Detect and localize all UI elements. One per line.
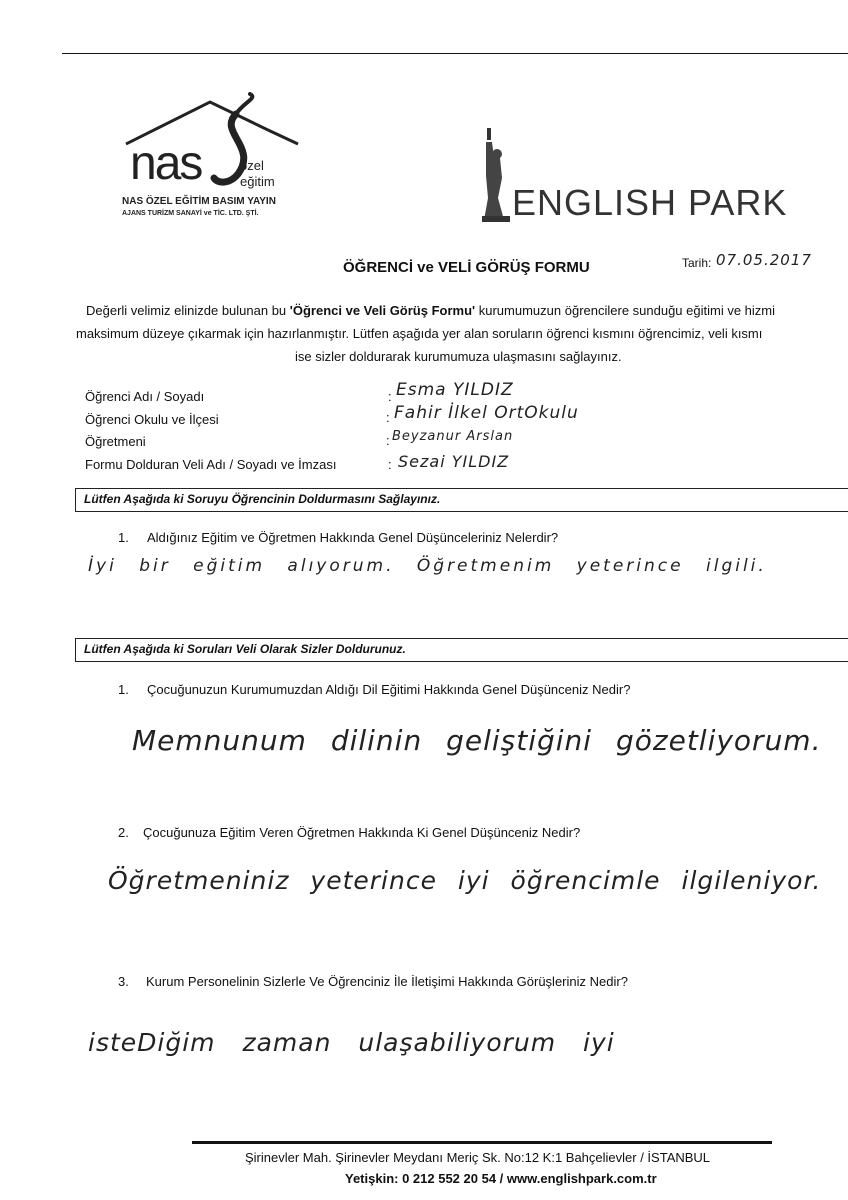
field-label-student-name: Öğrenci Adı / Soyadı — [85, 389, 205, 404]
field-colon-4: : — [388, 457, 392, 472]
intro-line1-bold: 'Öğrenci ve Veli Görüş Formu' — [289, 303, 476, 318]
field-value-school: Fahir İlkel OrtOkulu — [394, 403, 579, 423]
student-a1: İyi bir eğitim alıyorum. Öğretmenim yeterince ilgili. — [88, 556, 767, 576]
intro-line1-post: kurumumuzun öğrencilere sunduğu eğitimi ve hizmi — [475, 303, 776, 318]
nas-egitim: eğitim — [240, 174, 275, 189]
footer-address: Şirinevler Mah. Şirinevler Meydanı Meriç Sk. No:12 K:1 Bahçelievler / İSTANBUL — [245, 1150, 711, 1165]
parent-q3-num: 3. — [118, 974, 129, 989]
intro-line1 — [86, 303, 775, 318]
date-value: 07.05.2017 — [716, 251, 812, 269]
field-colon-3: : — [386, 433, 390, 448]
english-park-text: ENGLISH PARK — [512, 182, 788, 223]
nas-logo — [118, 92, 318, 232]
parent-a1: Memnunum dilinin geliştiğini gözetliyorum. — [132, 724, 822, 757]
parent-q2-text: Çocuğunuza Eğitim Veren Öğretmen Hakkında Ki Genel Düşünceniz Nedir? — [143, 825, 581, 840]
field-value-parent: Sezai YILDIZ — [398, 452, 510, 471]
parent-section-header — [75, 638, 848, 662]
intro-line1-pre: Değerli velimiz elinizde bulunan bu — [86, 303, 290, 318]
field-value-teacher: Beyzanur Arslan — [392, 429, 514, 444]
student-section-header — [75, 488, 848, 512]
intro-line2: maksimum düzeye çıkarmak için hazırlanmıştır. Lütfen aşağıda yer alan soruların öğrenci kısmını öğrencimiz, veli kısmı — [76, 326, 763, 341]
nas-ozel: özel — [240, 158, 264, 173]
parent-q1-text: Çocuğunuzun Kurumumuzdan Aldığı Dil Eğitimi Hakkında Genel Düşünceniz Nedir? — [147, 682, 631, 697]
footer-contact: Yetişkin: 0 212 552 20 54 / www.englishpark.com.tr — [345, 1171, 657, 1186]
field-value-student-name: Esma YILDIZ — [396, 380, 514, 400]
student-q1-num: 1. — [118, 530, 129, 545]
field-label-school: Öğrenci Okulu ve İlçesi — [85, 412, 219, 427]
parent-a2: Öğretmeniniz yeterince iyi öğrencimle ilgileniyor. — [108, 866, 822, 895]
top-rule — [62, 53, 848, 54]
form-title: ÖĞRENCİ ve VELİ GÖRÜŞ FORMU — [343, 259, 590, 276]
parent-section-header-text: Lütfen Aşağıda ki Soruları Veli Olarak Sizler Doldurunuz. — [84, 642, 406, 656]
parent-q1-num: 1. — [118, 682, 129, 697]
nas-line1: NAS ÖZEL EĞİTİM BASIM YAYIN — [122, 196, 276, 207]
student-section-header-text: Lütfen Aşağıda ki Soruyu Öğrencinin Doldurmasını Sağlayınız. — [84, 492, 441, 506]
english-park-logo — [478, 128, 818, 224]
field-label-teacher: Öğretmeni — [85, 434, 146, 449]
field-label-parent: Formu Dolduran Veli Adı / Soyadı ve İmzası — [85, 457, 337, 472]
field-colon-1: : — [388, 389, 392, 404]
parent-q2-num: 2. — [118, 825, 129, 840]
parent-q3-text: Kurum Personelinin Sizlerle Ve Öğrenciniz İle İletişimi Hakkında Görüşleriniz Nedir? — [146, 974, 628, 989]
nas-brand: nas — [130, 137, 202, 190]
date-label: Tarih: — [682, 256, 712, 270]
footer-rule — [192, 1141, 772, 1144]
parent-a3: isteDiğim zaman ulaşabiliyorum iyi — [88, 1028, 615, 1057]
student-q1-text: Aldığınız Eğitim ve Öğretmen Hakkında Genel Düşünceleriniz Nelerdir? — [147, 530, 559, 545]
nas-line2: AJANS TURİZM SANAYİ ve TİC. LTD. ŞTİ. — [122, 210, 259, 217]
field-colon-2: : — [386, 410, 390, 425]
intro-line3: ise sizler doldurarak kurumumuza ulaşmasını sağlayınız. — [295, 349, 622, 364]
